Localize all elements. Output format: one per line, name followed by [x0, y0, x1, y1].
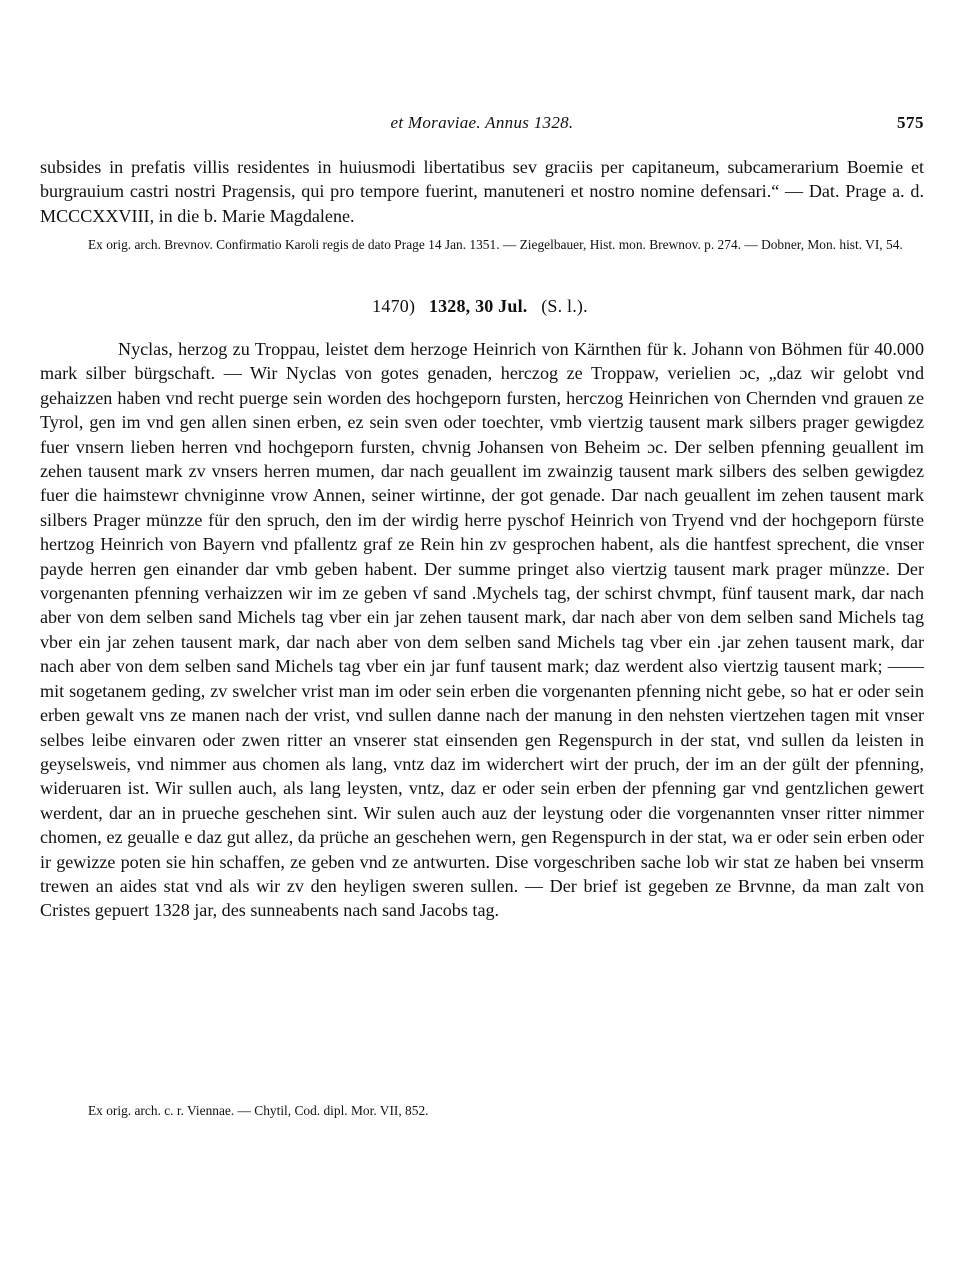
source-note [88, 1102, 924, 1120]
source-note-previous-text: Ex orig. arch. Brevnov. Confirmatio Karoli regis de dato Prage 14 Jan. 1351. — Ziegelbauer, Hist. mon. Brewnov. p. 274. — Dobner, Mon. hist. VI, 54. [88, 237, 903, 252]
running-head [40, 113, 924, 139]
document-text: Nyclas, herzog zu Troppau, leistet dem herzoge Heinrich von Kärnthen für k. Johann von Böhmen für 40.000 mark silber bürgschaft. — Wir Nyclas von gotes genaden, herczog ze Troppaw, verielien ɔc, „daz wir gelobt vnd gehaizzen haben vnd recht puerge sein worden des hochgeporn fursten, herczog Heinrichen von Chernden vnd grauen ze Tyrol, gen im vnd gen allen sinen erben, ez sein sven oder toechter, vmb viertzig tausent mark silbers prager gewigdez fuer vnsern lieben herren vnd hochgeporn fursten, chvnig Johansen von Beheim ɔc. Der selben pfenning geuallent im zehen tausent mark zv vnsers herren mumen, dar nach geuallent im zwainzig tausent mark silbers des selben gewigdez fuer die haimstewr chvniginne vrow Annen, seiner wirtinne, der got genade. Dar nach geuallent im zehen tausent mark silbers Prager münzze für den spruch, den im der wirdig herre pyschof Heinrich von Tryend vnd der hochgeporn fürste hertzog Heinrich von Bayern vnd pfallentz graf ze Rein hin zv gesprochen habent, als die hantfest sprechent, die vnser payde herren gen einander dar vmb geben habent. Der summe pringet also viertzig tausent mark prager münzze. Der vorgenanten pfenning verhaizzen wir im ze geben vf sand .Mychels tag, der schirst chvmpt, fünf tausent mark, dar nach aber von dem selben sand Michels tag vber ein jar zehen tausent mark, dar nach aber von dem selben sand Michels tag vber ein jar zehen tausent mark, dar nach aber von dem selben sand Michels tag vber ein .jar zehen tausent mark, dar nach aber von dem selben sand Michels tag vber ein jar funf tausent mark; daz werdent also viertzig tausent mark; —— mit sogetanem geding, zv swelcher vrist man im oder sein erben die vorgenanten pfenning nicht gebe, so hat er oder sein erben gewalt vns ze manen nach der vrist, vnd sullen danne nach der manung in den nehsten viertzehen tagen mit vnser selbes leibe einvaren oder zwen ritter an vnserer stat einsenden gen Regenspurch in der stat, vnd sullen da leisten in geyselsweis, vnd nimmer aus chomen als lang, vntz daz im widerchert wirt der pruch, der im an der gült der pfenning, wideruaren ist. Wir sullen auch, als lang leysten, vntz, daz er oder sein erben der pfenning gar vnd gentzlichen gewert werdent, dar an in prueche geschehen sint. Wir sulen auch auz der leystung oder die vorgenannten vnser ritter nimmer chomen, ez geualle e daz gut allez, da prüche an geschehen wern, gen Regenspurch in der stat, wa er oder sein erben oder ir gewizze poten sie hin schaffen, ze geben vnd ze antwurten. Dise vorgeschriben sache lob wir stat ze haben bei vnserm trewen an aides stat vnd als wir zv den heyligen sweren sullen. — Der brief ist gegeben ze Brvnne, da man zalt von Cristes gepuert 1328 jar, des sunneabents nach sand Jacobs tag. [40, 339, 924, 921]
page-number: 575 [897, 113, 924, 132]
source-note-previous [88, 236, 924, 254]
document-heading [0, 296, 960, 317]
document-number: 1470) [372, 296, 416, 316]
source-note-text: Ex orig. arch. c. r. Viennae. — Chytil, Cod. dipl. Mor. VII, 852. [88, 1103, 429, 1118]
document-body [40, 337, 924, 923]
continuation-paragraph [40, 155, 924, 228]
document-date: 1328, 30 Jul. [428, 296, 528, 316]
document-place: (S. l.). [541, 296, 588, 316]
continuation-text: subsides in prefatis villis residentes in huiusmodi libertatibus sev graciis per capitaneum, subcamerarium Boemie et burgrauium castri nostri Pragensis, qui pro tempore fuerint, manuteneri et nostro nomine defensari.“ — Dat. Prage a. d. MCCCXXVIII, in die b. Marie Magdalene. [40, 157, 924, 226]
running-title: et Moraviae. Annus 1328. [390, 113, 574, 132]
